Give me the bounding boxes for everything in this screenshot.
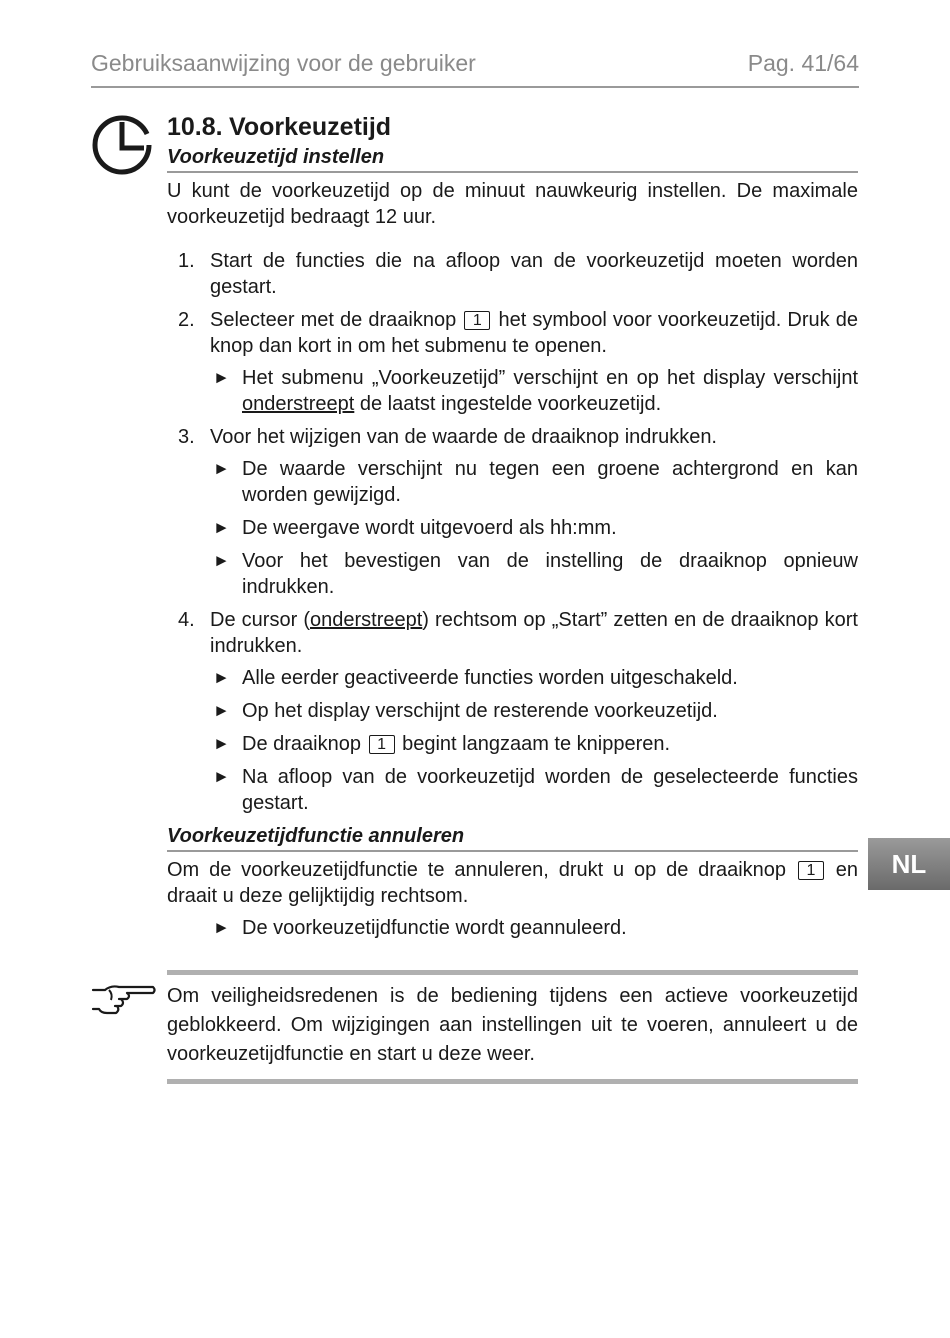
underlined-word: onderstreept bbox=[242, 393, 355, 415]
step-number: 4. bbox=[178, 609, 195, 631]
cancel-text: Om de voorkeuzetijdfunctie te annuleren, drukt u op de draaiknop bbox=[167, 859, 787, 881]
result-item bbox=[210, 365, 858, 417]
right-triangle-icon: ► bbox=[213, 368, 230, 387]
step-text-cont: ) rechtsom op „Start” zetten en de draaiknop kort indrukken. bbox=[210, 609, 858, 657]
step-number: 1. bbox=[178, 250, 195, 272]
result-text: Alle eerder geactiveerde functies worden uitgeschakeld. bbox=[242, 667, 738, 689]
result-item bbox=[210, 665, 858, 691]
subsection-heading-set: Voorkeuzetijd instellen bbox=[167, 144, 858, 173]
cancel-text-cont: en draait u deze gelijktijdig rechtsom. bbox=[167, 859, 858, 907]
result-item bbox=[210, 731, 858, 757]
step-number: 2. bbox=[178, 309, 195, 331]
result-text: De weergave wordt uitgevoerd als hh:mm. bbox=[242, 517, 617, 539]
steps-list bbox=[167, 248, 858, 816]
result-list bbox=[210, 665, 858, 816]
right-triangle-icon: ► bbox=[213, 551, 230, 570]
result-text: Voor het bevestigen van de instelling de draaiknop opnieuw indrukken. bbox=[242, 550, 858, 598]
result-text: Het submenu „Voorkeuzetijd” verschijnt en op het display verschijnt bbox=[242, 367, 858, 389]
step-text-cont: het symbool voor voorkeuzetijd. Druk de knop dan kort in om het submenu te openen. bbox=[210, 309, 859, 357]
page-number: Pag. 41/64 bbox=[747, 50, 859, 76]
step-2 bbox=[167, 307, 858, 417]
result-list bbox=[210, 456, 858, 600]
right-triangle-icon: ► bbox=[213, 518, 230, 537]
step-1 bbox=[167, 248, 858, 300]
step-text: Selecteer met de draaiknop bbox=[210, 309, 457, 331]
right-triangle-icon: ► bbox=[213, 459, 230, 478]
step-number: 3. bbox=[178, 426, 195, 448]
cancel-paragraph bbox=[167, 857, 858, 909]
result-text: Op het display verschijnt de resterende voorkeuzetijd. bbox=[242, 700, 718, 722]
knob-key-label: 1 bbox=[798, 861, 824, 880]
page-header bbox=[91, 50, 859, 88]
safety-note bbox=[167, 970, 858, 1084]
step-3 bbox=[167, 424, 858, 600]
clock-icon bbox=[89, 112, 155, 178]
underlined-word: onderstreept bbox=[310, 609, 423, 631]
result-item bbox=[210, 698, 858, 724]
result-list bbox=[210, 365, 858, 417]
note-text: Om veiligheidsredenen is de bediening tijdens een actieve voorkeuzetijd geblokkeerd. Om wijzigingen aan instellingen uit te voeren, annuleert u de voorkeuzetijdfunctie en start u deze weer. bbox=[167, 985, 858, 1065]
right-triangle-icon: ► bbox=[213, 668, 230, 687]
main-content bbox=[167, 110, 858, 948]
result-text: Na afloop van de voorkeuzetijd worden de geselecteerde functies gestart. bbox=[242, 766, 858, 814]
step-text: Voor het wijzigen van de waarde de draaiknop indrukken. bbox=[210, 426, 717, 448]
result-text: De waarde verschijnt nu tegen een groene achtergrond en kan worden gewijzigd. bbox=[242, 458, 858, 506]
step-text: De cursor ( bbox=[210, 609, 310, 631]
subsection-heading-cancel: Voorkeuzetijdfunctie annuleren bbox=[167, 823, 858, 852]
pointing-hand-icon bbox=[91, 982, 157, 1018]
intro-paragraph: U kunt de voorkeuzetijd op de minuut nauwkeurig instellen. De maximale voorkeuzetijd bedraagt 12 uur. bbox=[167, 180, 858, 228]
result-text-cont: begint langzaam te knipperen. bbox=[402, 733, 671, 755]
right-triangle-icon: ► bbox=[213, 767, 230, 786]
result-text: De draaiknop bbox=[242, 733, 361, 755]
document-title: Gebruiksaanwijzing voor de gebruiker bbox=[91, 50, 476, 76]
result-item bbox=[210, 515, 858, 541]
result-item bbox=[210, 456, 858, 508]
step-text: Start de functies die na afloop van de voorkeuzetijd moeten worden gestart. bbox=[210, 250, 858, 298]
result-text: De voorkeuzetijdfunctie wordt geannuleerd. bbox=[242, 917, 627, 939]
right-triangle-icon: ► bbox=[213, 918, 230, 937]
right-triangle-icon: ► bbox=[213, 701, 230, 720]
section-heading bbox=[167, 110, 858, 144]
result-item bbox=[210, 548, 858, 600]
result-text-cont: de laatst ingestelde voorkeuzetijd. bbox=[359, 393, 662, 415]
result-item bbox=[210, 915, 858, 941]
section-title: Voorkeuzetijd bbox=[229, 113, 392, 141]
right-triangle-icon: ► bbox=[213, 734, 230, 753]
section-number: 10.8. bbox=[167, 113, 223, 141]
knob-key-label: 1 bbox=[369, 735, 395, 754]
language-tab: NL bbox=[868, 838, 950, 890]
result-item bbox=[210, 764, 858, 816]
knob-key-label: 1 bbox=[464, 311, 490, 330]
step-4 bbox=[167, 607, 858, 816]
result-list bbox=[210, 915, 858, 941]
